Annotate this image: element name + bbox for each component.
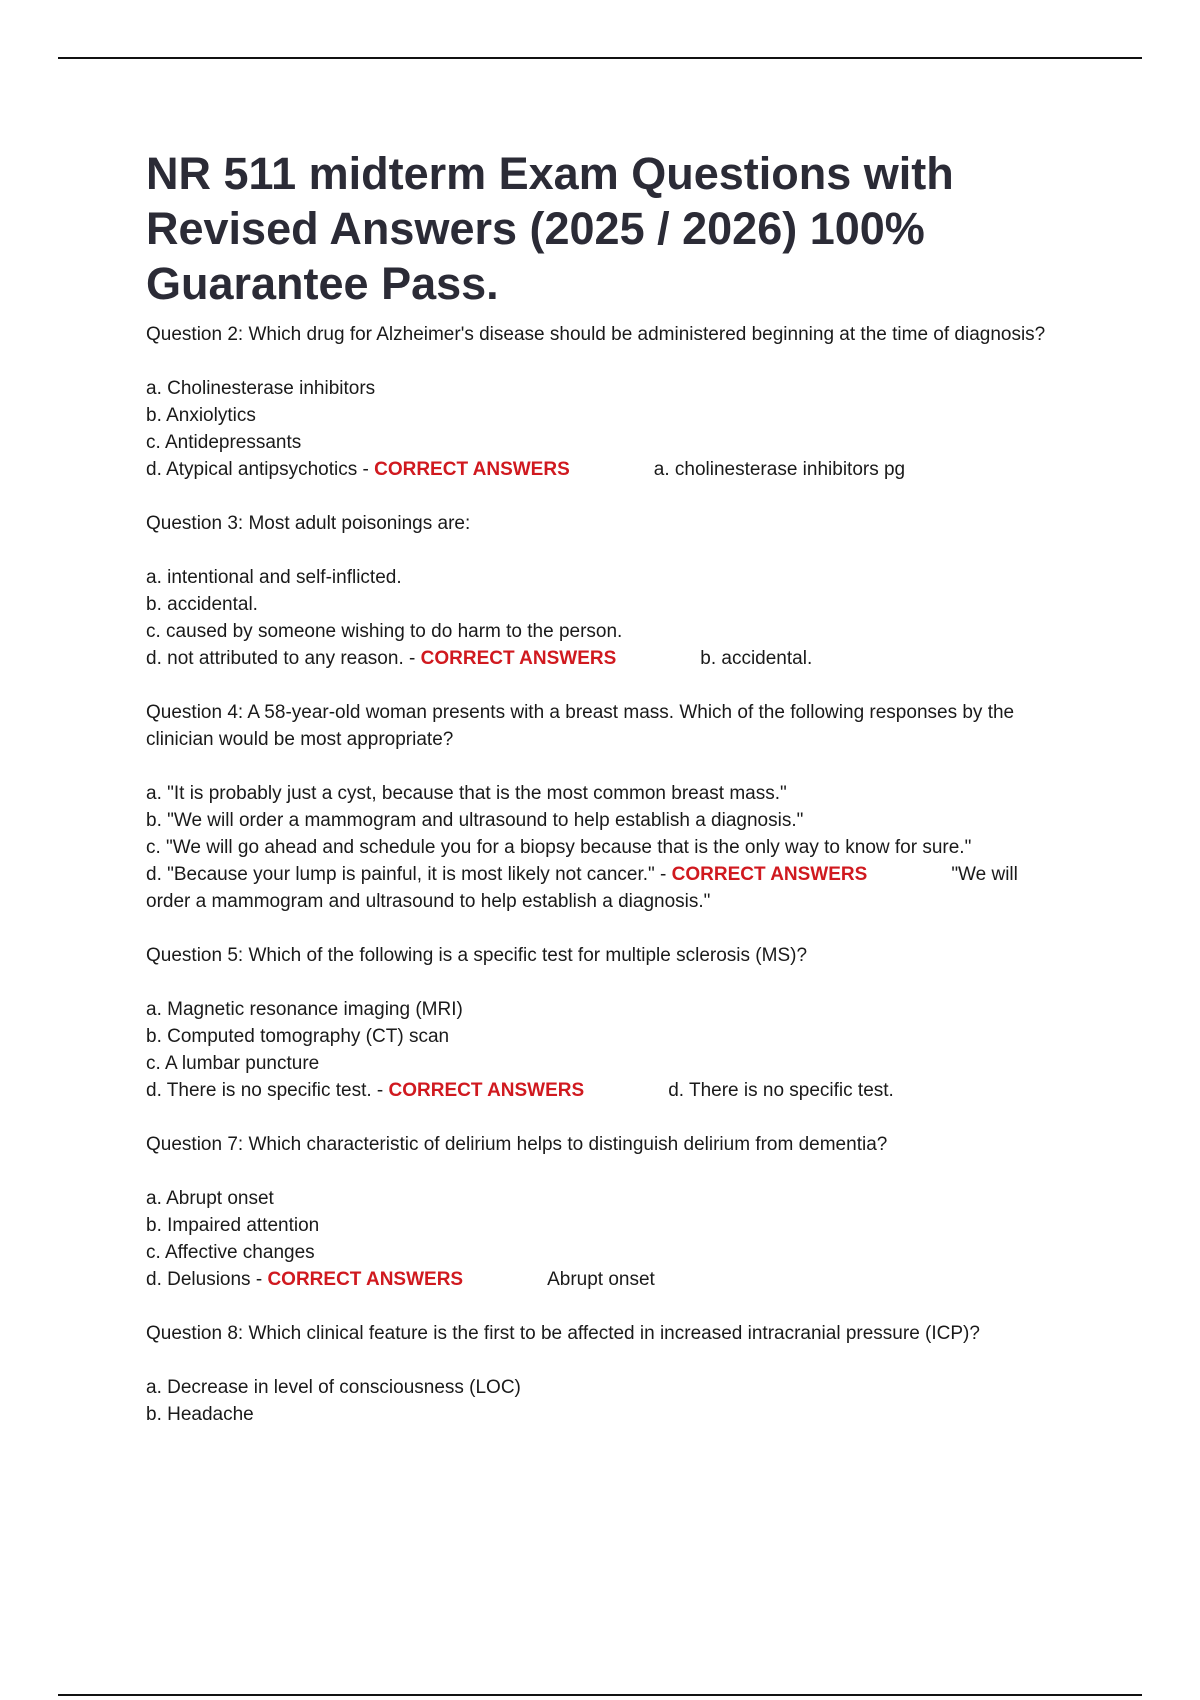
option-text: d. Atypical antipsychotics	[146, 459, 358, 480]
correct-answer-text: Abrupt onset	[547, 1269, 655, 1290]
answer-option: b. Computed tomography (CT) scan	[146, 1026, 450, 1047]
answer-option-last	[146, 456, 1046, 483]
question-block	[146, 699, 1046, 915]
correct-answers-label: CORRECT ANSWERS	[388, 1080, 585, 1101]
top-rule	[58, 57, 1142, 59]
answer-option: b. "We will order a mammogram and ultrasound to help establish a diagnosis."	[146, 810, 804, 831]
correct-answer-text: d. There is no specific test.	[668, 1080, 894, 1101]
separator: -	[371, 1080, 389, 1101]
question-stem: Question 5: Which of the following is a specific test for multiple sclerosis (MS)?	[146, 945, 808, 966]
answer-option: a. intentional and self-inflicted.	[146, 567, 402, 588]
option-text: d. There is no specific test.	[146, 1080, 372, 1101]
separator: -	[250, 1269, 268, 1290]
question-stem: Question 2: Which drug for Alzheimer's disease should be administered beginning at the time of diagnosis?	[146, 324, 1046, 345]
answer-option-last	[146, 645, 1046, 672]
answer-option: c. A lumbar puncture	[146, 1053, 320, 1074]
answer-option: a. Decrease in level of consciousness (LOC)	[146, 1377, 521, 1398]
option-text: d. not attributed to any reason.	[146, 648, 404, 669]
document-title: NR 511 midterm Exam Questions with Revised Answers (2025 / 2026) 100% Guarantee Pass.	[146, 148, 954, 309]
question-stem: Question 4: A 58-year-old woman presents with a breast mass. Which of the following responses by the clinician would be most appropriate?	[146, 702, 1015, 750]
question-stem: Question 8: Which clinical feature is the first to be affected in increased intracranial pressure (ICP)?	[146, 1323, 980, 1344]
separator: -	[403, 648, 421, 669]
answer-option-last	[146, 1266, 1046, 1293]
answer-option: b. Headache	[146, 1404, 254, 1425]
correct-answer-text: b. accidental.	[700, 648, 813, 669]
answer-option: a. Abrupt onset	[146, 1188, 274, 1209]
separator: -	[654, 864, 672, 885]
correct-answers-label: CORRECT ANSWERS	[671, 864, 868, 885]
answer-option: b. Impaired attention	[146, 1215, 320, 1236]
option-text: d. Delusions	[146, 1269, 251, 1290]
question-stem: Question 7: Which characteristic of delirium helps to distinguish delirium from dementia?	[146, 1134, 888, 1155]
answer-option: b. accidental.	[146, 594, 258, 615]
answer-option: c. Affective changes	[146, 1242, 315, 1263]
correct-answers-label: CORRECT ANSWERS	[267, 1269, 464, 1290]
correct-answer-text: a. cholinesterase inhibitors pg	[653, 459, 906, 480]
answer-option: a. "It is probably just a cyst, because that is the most common breast mass."	[146, 783, 787, 804]
answer-option: c. Antidepressants	[146, 432, 302, 453]
question-block	[146, 942, 1046, 1104]
bottom-rule	[58, 1694, 1142, 1696]
answer-option-last	[146, 861, 1036, 915]
question-block	[146, 1131, 1046, 1293]
document-body	[146, 146, 1046, 1455]
answer-option: c. caused by someone wishing to do harm to the person.	[146, 621, 623, 642]
correct-answers-label: CORRECT ANSWERS	[374, 459, 570, 480]
correct-answer-text: "We will order a mammogram and ultrasound to help establish a diagnosis."	[146, 864, 1018, 912]
question-block	[146, 510, 1046, 672]
question-block	[146, 321, 1046, 483]
question-stem: Question 3: Most adult poisonings are:	[146, 513, 471, 534]
answer-option: a. Cholinesterase inhibitors	[146, 378, 376, 399]
answer-option-last	[146, 1077, 1046, 1104]
answer-option: b. Anxiolytics	[146, 405, 256, 426]
question-block	[146, 1320, 1046, 1428]
answer-option: c. "We will go ahead and schedule you for a biopsy because that is the only way to know for sure."	[146, 837, 972, 858]
option-text: d. "Because your lump is painful, it is most likely not cancer."	[146, 864, 655, 885]
correct-answers-label: CORRECT ANSWERS	[420, 648, 617, 669]
answer-option: a. Magnetic resonance imaging (MRI)	[146, 999, 463, 1020]
separator: -	[357, 459, 375, 480]
